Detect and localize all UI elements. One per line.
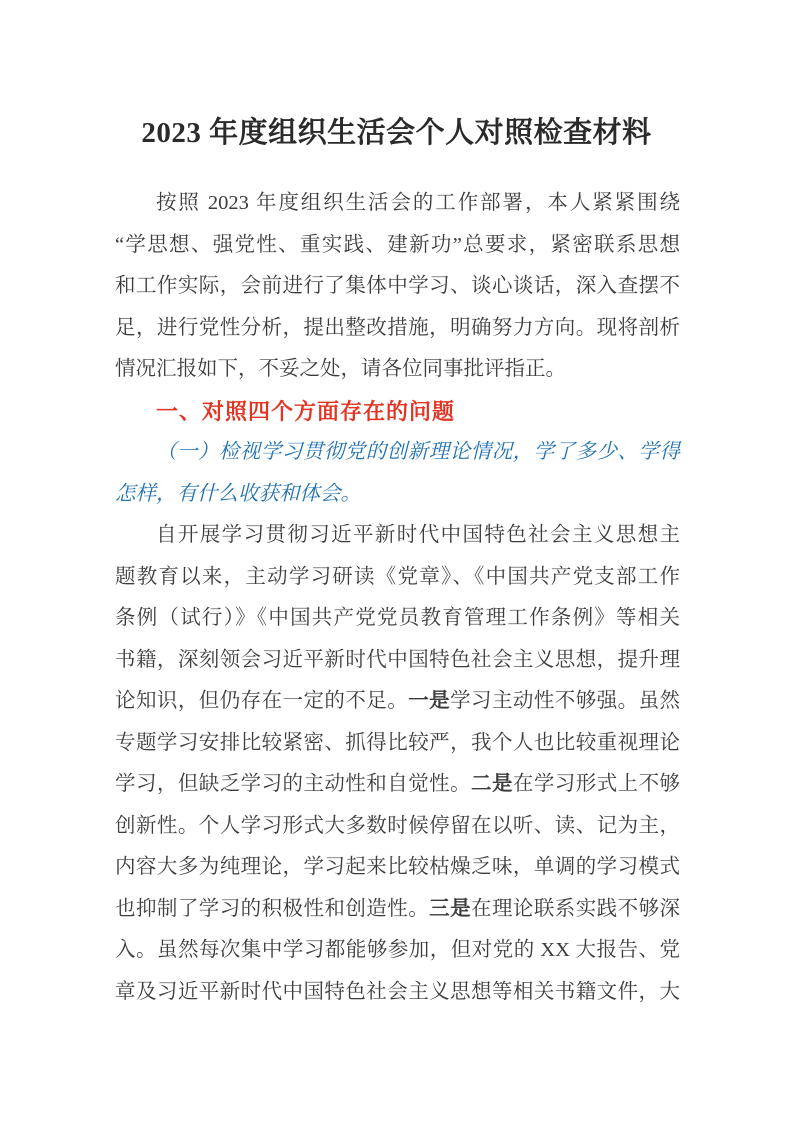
emphasis-run: 二是 [471, 773, 513, 795]
text-run: 学习主动性不够强。虽然 [450, 690, 681, 712]
text-line [115, 349, 680, 391]
text-line [115, 391, 680, 433]
document-title: 2023 年度组织生活会个人对照检查材料 [141, 117, 652, 149]
text-line [115, 930, 680, 972]
text-run: 入。虽然每次集中学习都能够参加，但对党的 XX 大报告、党 [115, 939, 680, 961]
text-run: 内容大多为纯理论，学习起来比较枯燥乏味，单调的学习模式 [115, 856, 680, 878]
text-run: 也抑制了学习的积极性和创造性。 [115, 897, 430, 920]
text-run: 书籍，深刻领会习近平新时代中国特色社会主义思想，提升理 [115, 648, 680, 671]
subsection-heading-blue [115, 432, 680, 515]
text-line [115, 723, 680, 765]
text-run: 创新性。个人学习形式大多数时候停留在以听、读、记为主， [115, 814, 680, 837]
text-run: 条例（试行）》《中国共产党党员教育管理工作条例》等相关 [115, 607, 680, 629]
text-run: 学习，但缺乏学习的主动性和自觉性。 [115, 773, 472, 795]
text-run: 自开展学习贯彻习近平新时代中国特色社会主义思想主 [156, 524, 680, 546]
paragraph-intro [115, 183, 680, 391]
text-run: “学思想、强党性、重实践、建新功”总要求，紧密联系思想 [115, 233, 680, 256]
text-line [115, 308, 680, 350]
text-run: 论知识，但仍存在一定的不足。 [115, 690, 409, 712]
text-line [115, 225, 680, 267]
text-line [115, 557, 680, 599]
text-line [115, 515, 680, 557]
text-run: 在理论联系实践不够深 [471, 897, 681, 920]
text-line [115, 889, 680, 931]
text-run: 怎样，有什么收获和体会。 [115, 482, 361, 505]
text-line [115, 266, 680, 308]
text-line [115, 764, 680, 806]
text-run: 在学习形式上不够 [512, 773, 681, 795]
text-line [115, 598, 680, 640]
paragraph-theory-study [115, 515, 680, 1013]
text-run: 按照 2023 年度组织生活会的工作部署，本人紧紧围绕 [156, 192, 680, 214]
text-run: 章及习近平新时代中国特色社会主义思想等相关书籍文件，大 [115, 980, 680, 1003]
text-run: 足，进行党性分析，提出整改措施，明确努力方向。现将剖析 [115, 316, 680, 339]
text-run: 一、对照四个方面存在的问题 [156, 398, 456, 424]
text-run: 情况汇报如下，不妥之处，请各位同事批评指正。 [115, 358, 566, 380]
text-line [115, 972, 680, 1014]
text-line [115, 474, 680, 516]
text-line [115, 806, 680, 848]
document-body [115, 183, 680, 1013]
text-line [115, 640, 680, 682]
text-line [115, 681, 680, 723]
text-run: 和工作实际，会前进行了集体中学习、谈心谈话，深入查摆不 [115, 275, 680, 297]
text-run: 专题学习安排比较紧密、抓得比较严，我个人也比较重视理论 [115, 731, 680, 754]
text-line [115, 847, 680, 889]
text-run: （一）检视学习贯彻党的创新理论情况，学了多少、学得 [156, 441, 680, 463]
section-heading-red [115, 391, 680, 433]
emphasis-run: 三是 [429, 897, 472, 920]
emphasis-run: 一是 [408, 690, 451, 712]
text-line [115, 432, 680, 474]
text-line [115, 183, 680, 225]
text-run: 题教育以来，主动学习研读《党章》、《中国共产党支部工作 [115, 565, 680, 588]
